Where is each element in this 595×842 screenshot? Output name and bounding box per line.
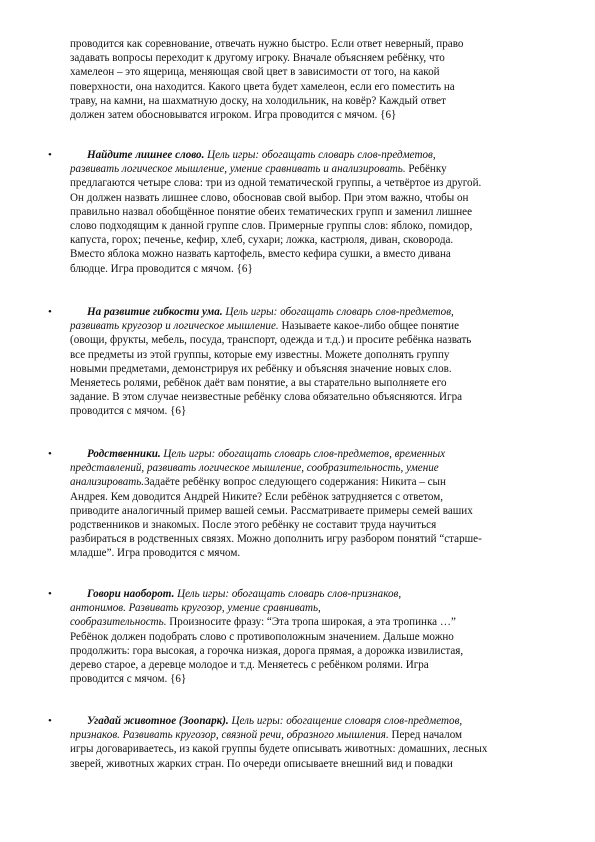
bullet-marker: • <box>48 149 52 161</box>
text-line <box>70 404 532 418</box>
text-segment: Ребёнок должен подобрать слово с противоположным значением. Дальше можно <box>70 630 454 643</box>
game-goal: развивать кругозор и логическое мышление. <box>70 320 279 333</box>
text-line <box>70 348 532 362</box>
text-line <box>70 176 532 190</box>
game-item <box>48 714 532 771</box>
text-line: должен затем обосновыватся игроком. Игра проводится с мячом. {6} <box>70 109 397 122</box>
game-goal: антонимов. Развивать кругозор, умение сравнивать, <box>70 602 321 615</box>
text-line <box>70 742 532 756</box>
game-goal: Цель игры: обогащать словарь слов-признаков, <box>177 588 402 600</box>
text-line <box>70 601 532 615</box>
game-goal: Цель игры: обогащение словаря слов-предметов, <box>231 715 463 727</box>
bullet-marker: • <box>48 448 52 460</box>
text-segment: Называете какое-либо общее понятие <box>278 320 459 333</box>
text-line <box>70 658 532 672</box>
game-goal: признаков. Развивать кругозор, связной речи, образного мышления. <box>70 729 389 742</box>
text-line <box>70 615 532 629</box>
game-title: Найдите лишнее слово. <box>87 149 205 161</box>
text-segment: проводится с мячом. {6} <box>70 673 187 686</box>
game-heading-line <box>70 587 532 601</box>
game-body <box>70 601 532 686</box>
game-goal: Цель игры: обогащать словарь слов-предметов, <box>207 149 436 161</box>
intro-paragraph <box>70 37 530 122</box>
text-line <box>70 490 532 504</box>
text-line <box>70 644 532 658</box>
text-segment: игры договариваетесь, из какой группы будете описывать животных: домашних, лесных <box>70 743 488 756</box>
bullet-marker: • <box>48 588 52 600</box>
text-segment: Перед началом <box>388 729 463 742</box>
bullet-marker: • <box>48 715 52 727</box>
text-segment: разбираться в родственных связях. Можно дополнить игру разбором понятий “старше- <box>70 533 482 546</box>
text-segment: зверей, животных жарких стран. По очереди описываете внешний вид и повадки <box>70 757 453 770</box>
bullet-marker: • <box>48 306 52 318</box>
game-item <box>48 587 532 686</box>
game-body <box>70 319 532 418</box>
game-item <box>48 447 532 561</box>
text-segment: все предметы из этой группы, которые ему известны. Можете дополнять группу <box>70 348 450 361</box>
text-line <box>70 532 532 546</box>
text-line <box>70 672 532 686</box>
text-segment: Задаёте ребёнку вопрос следующего содержания: Никита – сын <box>144 476 446 489</box>
text-segment: Ребёнку <box>405 163 447 176</box>
text-segment: (овощи, фрукты, мебель, посуда, транспорт, одежда и т.д.) и просите ребёнка назвать <box>70 334 472 347</box>
text-segment: предлагаются четыре слова: три из одной тематической группы, а четвёртое из другой. <box>70 177 482 190</box>
text-line <box>70 205 532 219</box>
text-segment: Меняетесь ролями, ребёнок даёт вам понятие, а вы старательно выполняете его <box>70 377 447 390</box>
text-segment: капуста, горох; печенье, кефир, хлеб, сухари; ложка, кастрюля, диван, сковорода. <box>70 234 454 247</box>
text-segment: дерево старое, а деревце молодое и т.д. Меняетесь с ребёнком ролями. Игра <box>70 659 429 672</box>
text-line <box>70 162 532 176</box>
text-line <box>70 362 532 376</box>
text-line <box>70 546 532 560</box>
game-goal: Цель игры: обогащать словарь слов-предметов, <box>225 306 454 318</box>
text-line <box>70 247 532 261</box>
text-line <box>70 475 532 489</box>
game-goal: Цель игры: обогащать словарь слов-предметов, временных <box>163 448 446 460</box>
game-heading-line <box>70 447 532 461</box>
game-body <box>70 728 532 771</box>
text-segment: приводите аналогичный пример вашей семьи. Рассматриваете примеры семей ваших <box>70 504 473 517</box>
text-line <box>70 319 532 333</box>
text-segment: задание. В этом случае неизвестные ребёнку слова обязательно объясняются. Игра <box>70 391 463 404</box>
text-line <box>70 630 532 644</box>
game-goal: анализировать. <box>70 476 145 489</box>
text-line <box>70 262 532 276</box>
text-segment: родственников и знакомых. После этого ребёнку не составит труда научиться <box>70 519 437 532</box>
game-title: Угадай животное (Зоопарк). <box>87 715 229 727</box>
text-segment: младше”. Игра проводится с мячом. <box>70 547 241 560</box>
text-segment: блюдце. Игра проводится с мячом. {6} <box>70 262 253 275</box>
text-line <box>70 461 532 475</box>
text-line: проводится как соревнование, отвечать нужно быстро. Если ответ неверный, право <box>70 38 464 50</box>
game-goal: развивать логическое мышление, умение сравнивать и анализировать. <box>70 163 406 176</box>
text-segment: новыми предметами, демонстрируя их ребёнку и объясняя значение новых слов. <box>70 362 452 375</box>
game-goal: представлений, развивать логическое мышление, сообразительность, умение <box>70 462 439 475</box>
game-heading-line <box>70 305 532 319</box>
text-segment: слово подходящим к данной группе слов. Примерные группы слов: яблоко, помидор, <box>70 220 473 233</box>
text-segment: Он должен назвать лишнее слово, обосновав свой выбор. При этом важно, чтобы он <box>70 191 469 204</box>
text-line: поверхности, она находится. Какого цвета будет хамелеон, если его поместить на <box>70 80 455 93</box>
text-segment: Вместо яблока можно назвать картофель, вместо кефира сушки, а вместо дивана <box>70 248 451 261</box>
game-goal: сообразительность. <box>70 616 167 629</box>
text-line <box>70 233 532 247</box>
text-segment: проводится с мячом. {6} <box>70 405 187 418</box>
game-title: На развитие гибкости ума. <box>87 306 223 318</box>
text-line <box>70 333 532 347</box>
text-segment: правильно назвал обобщённое понятие обеих тематических групп и заменил лишнее <box>70 205 473 218</box>
game-item <box>48 148 532 276</box>
text-line <box>70 728 532 742</box>
game-title: Родственники. <box>87 448 161 460</box>
text-line <box>70 757 532 771</box>
text-line: траву, на камни, на шахматную доску, на холодильник, на ковёр? Каждый ответ <box>70 94 446 107</box>
text-segment: Произносите фразу: “Эта тропа широкая, а эта тропинка …” <box>166 616 456 629</box>
game-heading-line <box>70 714 532 728</box>
text-line <box>70 504 532 518</box>
text-line <box>70 219 532 233</box>
game-heading-line <box>70 148 532 162</box>
text-line <box>70 376 532 390</box>
text-line <box>70 518 532 532</box>
text-line <box>70 390 532 404</box>
game-title: Говори наоборот. <box>87 588 175 600</box>
game-body <box>70 162 532 276</box>
text-line <box>70 191 532 205</box>
text-segment: Андрея. Кем доводится Андрей Никите? Если ребёнок затрудняется с ответом, <box>70 490 444 503</box>
game-item <box>48 305 532 419</box>
text-line: хамелеон – это ящерица, меняющая свой цвет в зависимости от того, на какой <box>70 66 440 79</box>
game-body <box>70 461 532 560</box>
text-line: задавать вопросы переходит к другому игроку. Вначале объясняем ребёнку, что <box>70 52 445 65</box>
text-segment: продолжить: гора высокая, а горочка низкая, дорога прямая, а дорожка извилистая, <box>70 644 464 657</box>
